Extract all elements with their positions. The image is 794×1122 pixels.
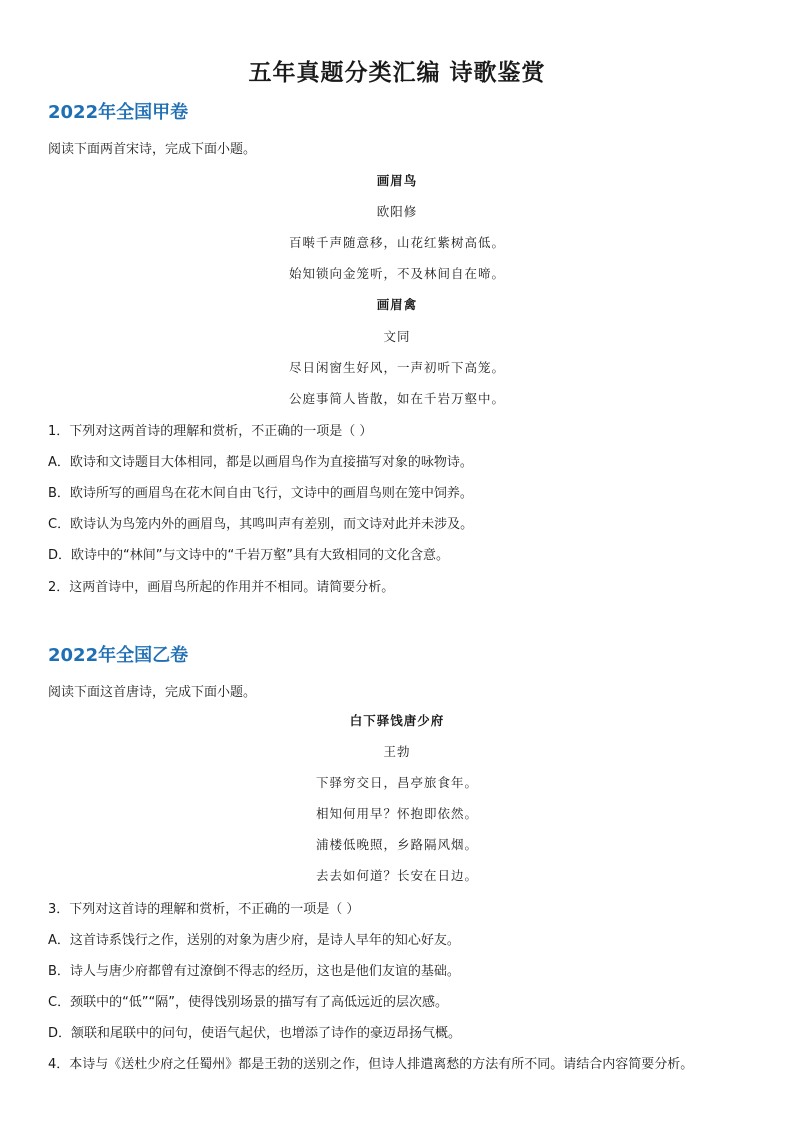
section-heading: 2022年全国甲卷 (48, 102, 189, 123)
question-option: D．颔联和尾联中的问句，使语气起伏，也增添了诗作的豪迈昂扬气概。 (48, 1026, 462, 1041)
poem-author: 王勃 (383, 744, 411, 759)
poem-author: 文同 (383, 329, 411, 344)
poem-line: 公庭事简人皆散，如在千岩万壑中。 (288, 391, 505, 406)
question-text: 1．下列对这两首诗的理解和赏析，不正确的一项是（ ） (48, 424, 373, 439)
question-option: A．这首诗系饯行之作，送别的对象为唐少府，是诗人早年的知心好友。 (48, 933, 460, 948)
poem-line: 去去如何道？长安在日边。 (315, 868, 478, 883)
poem-title: 画眉鸟 (376, 173, 418, 188)
question-text: 4．本诗与《送杜少府之任蜀州》都是王勃的送别之作，但诗人排遣离愁的方法有所不同。请结合内容简要分析。 (48, 1057, 694, 1072)
poem-line: 尽日闲窗生好风，一声初听下高笼。 (288, 360, 505, 375)
poem-author: 欧阳修 (376, 204, 418, 219)
poem-line: 下驿穷交日，昌亭旅食年。 (315, 775, 478, 790)
question-option: C．欧诗认为鸟笼内外的画眉鸟，其鸣叫声有差别，而文诗对此并未涉及。 (48, 517, 474, 532)
poem-line: 百啭千声随意移，山花红紫树高低。 (288, 235, 505, 250)
question-option: C．颈联中的“低”“隔”，使得饯别场景的描写有了高低远近的层次感。 (48, 995, 449, 1010)
section-intro: 阅读下面两首宋诗，完成下面小题。 (48, 142, 257, 157)
document-title: 五年真题分类汇编 诗歌鉴赏 (248, 60, 546, 86)
section-intro: 阅读下面这首唐诗，完成下面小题。 (48, 685, 257, 700)
poem-line: 浦楼低晚照，乡路隔风烟。 (315, 837, 478, 852)
question-option: B．诗人与唐少府都曾有过潦倒不得志的经历，这也是他们友谊的基础。 (48, 964, 460, 979)
poem-title: 画眉禽 (376, 297, 418, 312)
question-text: 3．下列对这首诗的理解和赏析，不正确的一项是（ ） (48, 902, 360, 917)
poem-line: 始知锁向金笼听，不及林间自在啼。 (288, 266, 505, 281)
question-option: B．欧诗所写的画眉鸟在花木间自由飞行，文诗中的画眉鸟则在笼中饲养。 (48, 486, 473, 501)
poem-line: 相知何用早？怀抱即依然。 (315, 806, 478, 821)
question-option: A．欧诗和文诗题目大体相同，都是以画眉鸟作为直接描写对象的咏物诗。 (48, 455, 473, 470)
poem-title: 白下驿饯唐少府 (349, 713, 445, 728)
section-heading: 2022年全国乙卷 (48, 645, 189, 666)
question-text: 2．这两首诗中，画眉鸟所起的作用并不相同。请简要分析。 (48, 580, 395, 595)
question-option: D．欧诗中的“林间”与文诗中的“千岩万壑”具有大致相同的文化含意。 (48, 548, 449, 563)
